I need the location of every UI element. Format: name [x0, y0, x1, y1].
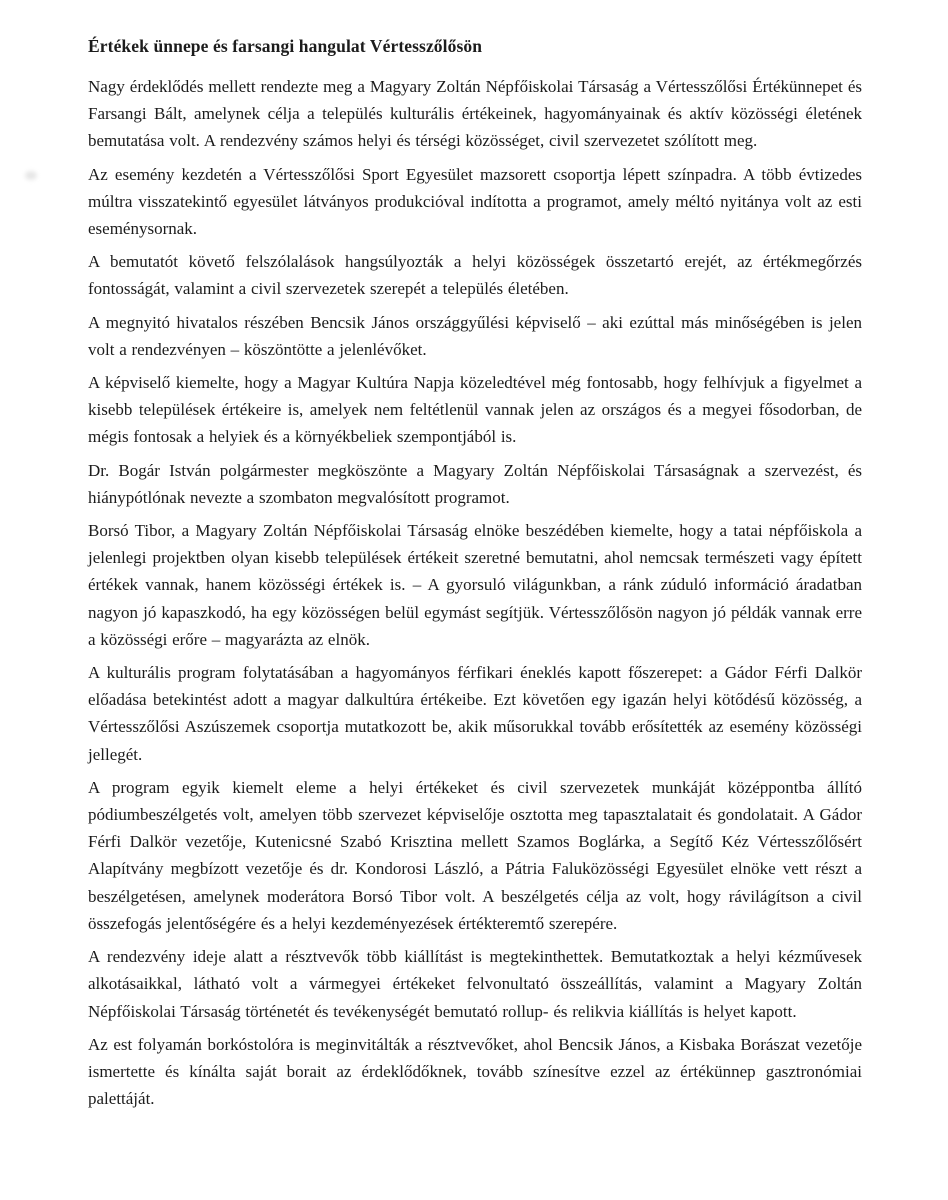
paragraph-8: A kulturális program folytatásában a hagyományos férfikari éneklés kapott főszerepet: a Gádor Férfi Dalkör előadása betekintést adott a magyar dalkultúra értékeibe. Ezt követően egy igazán helyi kötődésű közösség, a Vértesszőlősi Aszúszemek csoportja mutatkozott be, akik műsorukkal tovább erősítették az esemény közösségi jellegét. [88, 663, 862, 764]
paragraph-5: A képviselő kiemelte, hogy a Magyar Kultúra Napja közeledtével még fontosabb, hogy felhívjuk a figyelmet a kisebb települések értékeire is, amelyek nem feltétlenül vannak jelen az országos és a megyei fősodorban, de mégis fontosak a helyiek és a környékbeliek szempontjából is. [88, 373, 862, 447]
paragraph-6: Dr. Bogár István polgármester megköszönte a Magyary Zoltán Népfőiskolai Társaságnak a szervezést, és hiánypótlónak nevezte a szombaton megvalósított programot. [88, 460, 862, 507]
paragraph-2: Az esemény kezdetén a Vértesszőlősi Sport Egyesület mazsorett csoportja lépett színpadra. A több évtizedes múltra visszatekintő egyesület látványos produkcióval indította a programot, amely méltó nyitánya volt az esti eseménysornak. [88, 164, 862, 239]
document-content [88, 33, 862, 1118]
paragraph-9: A program egyik kiemelt eleme a helyi értékeket és civil szervezetek munkáját középpontba állító pódiumbeszélgetés volt, amelyen több szervezet képviselője osztotta meg tapasztalatait és gondolatait. A Gádor Férfi Dalkör vezetője, Kutenicsné Szabó Krisztina mellett Szamos Boglárka, a Segítő Kéz Vértesszőlősért Alapítvány megbízott vezetője és dr. Kondorosi László, a Pátria Faluközösségi Egyesület elnöke vett részt a beszélgetésen, amelynek moderátora Borsó Tibor volt. A beszélgetés célja az volt, hogy rávilágítson a civil összefogás jelentőségére és a helyi kezdeményezések értékteremtő szerepére. [88, 777, 862, 933]
paragraph-4: A megnyitó hivatalos részében Bencsik János országgyűlési képviselő – aki ezúttal más minőségében is jelen volt a rendezvényen – köszöntötte a jelenlévőket. [88, 312, 862, 359]
scan-smudge-artifact [25, 171, 37, 180]
paragraph-7: Borsó Tibor, a Magyary Zoltán Népfőiskolai Társaság elnöke beszédében kiemelte, hogy a tatai népfőiskola a jelenlegi projektben olyan kisebb települések értékeit szeretné bemutatni, ahol nemcsak természeti vagy épített értékek vannak, hanem közösségi értékek is. – A gyorsuló világunkban, a ránk zúduló információ áradatban nagyon jó kapaszkodó, ha egy közösségen belül egymást segítjük. Vértesszőlősön nagyon jó példák vannak erre a közösségi erőre – magyarázta az elnök. [88, 521, 862, 649]
paragraph-10: A rendezvény ideje alatt a résztvevők több kiállítást is megtekinthettek. Bemutatkoztak a helyi kézművesek alkotásaikkal, látható volt a vármegyei értékeket felvonultató összeállítás, valamint a Magyary Zoltán Népfőiskolai Társaság történetét és tevékenységét bemutató rollup- és relikvia kiállítás is helyet kapott. [88, 947, 862, 1021]
paragraph-1: Nagy érdeklődés mellett rendezte meg a Magyary Zoltán Népfőiskolai Társaság a Vértesszőlősi Értékünnepet és Farsangi Bált, amelynek célja a település kulturális értékeinek, hagyományainak és aktív közösségi életének bemutatása volt. A rendezvény számos helyi és térségi közösséget, civil szervezetet szólított meg. [88, 77, 862, 151]
paragraph-3: A bemutatót követő felszólalások hangsúlyozták a helyi közösségek összetartó erejét, az értékmegőrzés fontosságát, valamint a civil szervezetek szerepét a település életében. [88, 252, 862, 299]
paragraph-11: Az est folyamán borkóstolóra is meginvitálták a résztvevőket, ahol Bencsik János, a Kisbaka Borászat vezetője ismertette és kínálta saját borait az érdeklődőknek, tovább színesítve ezzel az értékünnep gasztronómiai palettáját. [88, 1034, 862, 1109]
document-title: Értékek ünnepe és farsangi hangulat Vértesszőlősön [88, 36, 483, 56]
